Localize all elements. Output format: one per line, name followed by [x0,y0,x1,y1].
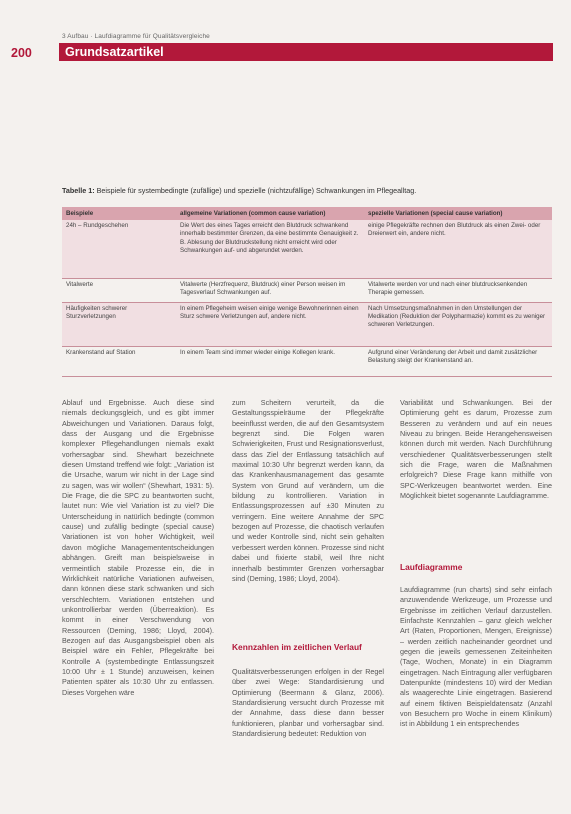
subheading-kennzahlen: Kennzahlen im zeitlichen Verlauf [232,642,362,652]
variation-table [62,207,552,377]
table-cell: Häufigkeiten schwerer Sturzverletzungen [62,302,176,346]
table-cell: Vitalwerte werden vor und nach einer blutdrucksenkenden Therapie gemessen. [364,278,552,302]
table-cell: Nach Umsetzungsmaßnahmen in den Umstellungen der Medikation (Reduktion der Polypharmazie) kommt es zu weniger schweren Verletzungen. [364,302,552,346]
running-head: 3 Aufbau · Laufdiagramme für Qualitätsvergleiche [62,33,210,40]
section-title: Grundsatzartikel [65,45,164,59]
body-paragraph: zum Scheitern verurteilt, da die Gestaltungsspielräume der Pflegekräfte beeinflusst werden, die auf den Gesamtsystem begrenzt sind. Die Folgen waren Schwierigkeiten, Frust und Resignationsverlust, dass das Ziel der Entlassung tatsächlich auf maximal 10:30 Uhr begrenzt werden kann, da das Krankenhausmanagement das gesamte System von Grund auf verändern, um die bildung zu kontrollieren. Variation in Entlassungsprozessen auf ±30 Minuten zu verringern. Eine weitere Annahme der SPC bezogen auf Prozesse, die chaotisch verlaufen und weder Kontrolle sind, nicht sein gehalten verbessert werden können. Prozesse sind nicht dabei und fixierte stabil, weil Ihre nicht innerhalb bestimmter Grenzen vorhersagbar sind (Deming, 1986; Lloyd, 2004). [232,398,384,583]
table-row [62,302,552,346]
body-paragraph: Variabilität und Schwankungen. Bei der Optimierung geht es darum, Prozesse zum Besseren zu verändern und auf ein neues Niveau zu bringen. Beide Herangehensweisen können durch mit werden. Nach Durchführung verschiedener Qualitätsverbesserungen stellt sich die Frage, waren die Maßnahmen erfolgreich? Diese Frage kann mithilfe von SPC-Werkzeugen beantwortet werden. Eine Möglichkeit bietet sogenannte Laufdiagramme. [400,398,552,501]
table-caption-text: Beispiele für systembedingte (zufällige) und spezielle (nichtzufällige) Schwankungen im Pflegealltag. [96,186,417,195]
table-cell: einige Pflegekräfte rechnen den Blutdruck als einen Zwei- oder Dreierwert ein, andere nicht. [364,220,552,278]
body-paragraph: Ablauf und Ergebnisse. Auch diese sind niemals deckungsgleich, und es gibt immer Abweichungen und Variationen. Daraus folgt, dass der Ausgang und die Ergebnisse komplexer Pflegehandlungen niemals exakt vorhersagbar sind. Shewhart bezeichnete diesen Umstand treffend wie folgt: „Variation ist die Ursache, warum wir nicht in der Lage sind zu sagen, was wir wollen“ (Shewhart, 1931: 5). Die Frage, die die SPC zu beantworten sucht, lautet nun: Wie viel Variation ist zu viel? Die Unterscheidung in natürlich bedingte (common cause) und zufällig bedingte (special cause) Variationen ist von hoher Wichtigkeit, weil davon mögliche Managemententscheidungen abhängen. Greift man beispielsweise in vermeintlich stabile Prozesse ein, die in Wirklichkeit natürliche Variationen aufweisen, dann können diese stark schwanken und sich verschlechtern. Variationen entstehen und unkontrollierbar werden (Überreaktion). Es kommt in einer Verschwendung von Ressourcen (Deming, 1986; Lloyd, 2004). Bezogen auf das Ausgangsbeispiel oben als Beispiel wäre ein Fehler, Pflegekräfte bei Kontrolle A (systembedingte Entlassungszeit 10:00 Uhr ± 1 Stunde) anzuweisen, keinen Patienten später als 10:30 Uhr zu entlassen. Dieses Vorgehen wäre [62,398,214,697]
table-cell: Krankenstand auf Station [62,346,176,376]
body-column-3 [400,398,552,544]
table-header-cell: allgemeine Variationen (common cause variation) [176,207,364,220]
table-row [62,278,552,302]
table-header-row [62,207,552,220]
table-cell: Vitalwerte [62,278,176,302]
section-bar [59,43,553,61]
table-header-cell: spezielle Variationen (special cause variation) [364,207,552,220]
table-header-cell: Beispiele [62,207,176,220]
table-row [62,220,552,278]
table-caption-label: Tabelle 1: [62,186,95,195]
table-cell: 24h – Rundgeschehen [62,220,176,278]
table-cell: Die Wert des eines Tages erreicht den Blutdruck schwankend innerhalb bestimmter Grenzen, da eine bestimmte Genauigkeit z. B. Ablesung der Blutdruckstellung nicht erreicht wird oder Schwankungen auf- und abgerundet werden. [176,220,364,278]
subheading-laufdiagramme: Laufdiagramme [400,562,463,572]
body-paragraph: Qualitätsverbesserungen erfolgen in der Regel über zwei Wege: Standardisierung und Optimierung (Beermann & Glanz, 2006). Standardisierung versucht durch Prozesse mit der Annahme, dass diese dann besser funktionieren, planbar und vorhersagbar sind. Standardisierung bedeutet: Reduktion von [232,667,384,739]
body-column-2 [232,398,384,628]
body-column-1 [62,398,214,806]
page-number: 200 [11,46,32,60]
body-paragraph: Laufdiagramme (run charts) sind sehr einfach anzuwendende Werkzeuge, um Prozesse und Ergebnisse im zeitlichen Verlauf darzustellen. Einfachste Kennzahlen – ganz gleich welcher Art (Raten, Proportionen, Mengen, Ereignisse) – werden zeitlich nacheinander geordnet und gegen die jeweils gemessenen Zeiteinheiten (Tage, Wochen, Monate) in ein Diagramm eingetragen. Nach Eintragung aller verfügbaren Datenpunkte (mindestens 10) wird der Median als waagerechte Linie eingetragen. Basierend auf einem fiktiven Beispieldatensatz (Anzahl von Besuchern pro Woche in einem Klinikum) ist in Abbildung 1 ein entsprechendes [400,585,552,729]
body-column-3-continued [400,585,552,807]
table-row [62,346,552,376]
table-cell: Aufgrund einer Veränderung der Arbeit und damit zusätzlicher Belastung steigt der Krankenstand an. [364,346,552,376]
table-cell: In einem Team sind immer wieder einige Kollegen krank. [176,346,364,376]
table-caption [62,186,552,195]
body-column-2-continued [232,667,384,807]
table-cell: Vitalwerte (Herzfrequenz, Blutdruck) einer Person weisen im Tagesverlauf Schwankungen auf. [176,278,364,302]
table-cell: In einem Pflegeheim weisen einige wenige Bewohnerinnen einen Sturz schwere Verletzungen auf, andere nicht. [176,302,364,346]
